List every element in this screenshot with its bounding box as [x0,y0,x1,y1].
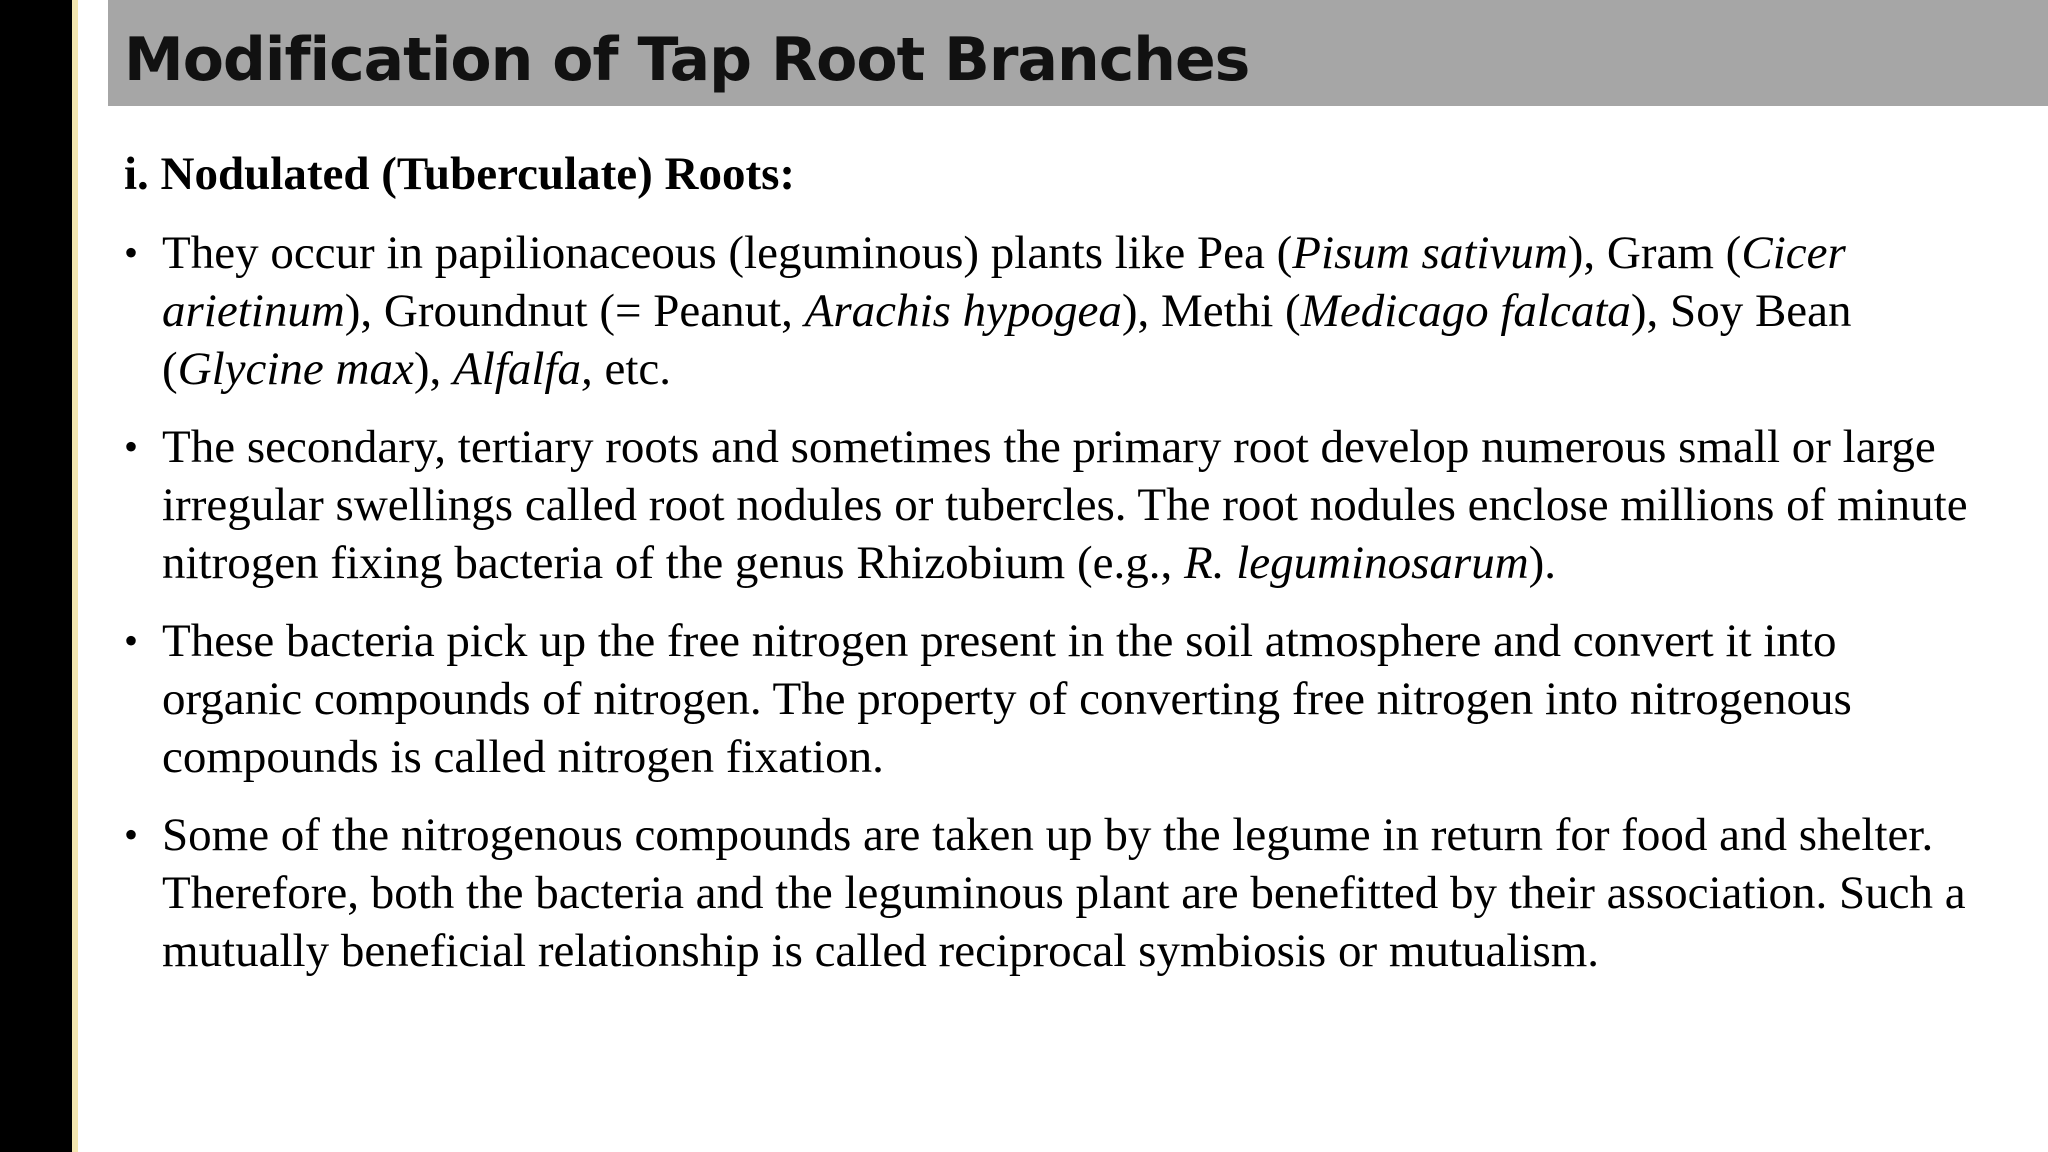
left-accent-stripe [72,0,78,1152]
bullet-item-nitrogen-fixation [124,612,1984,786]
bullet-item-symbiosis [124,806,1984,980]
text-run: ). [1528,537,1557,589]
species-name: Medicago falcata [1300,285,1631,337]
text-run: They occur in papilionaceous (leguminous) plants like Pea ( [162,227,1293,279]
species-name: Arachis hypogea [804,285,1122,337]
text-run: ), Methi ( [1121,285,1301,337]
text-run: ), Groundnut (= Peanut, [344,285,805,337]
text-run: etc. [592,343,671,395]
text-run: ), Gram ( [1567,227,1742,279]
left-decorative-bar [0,0,72,1152]
bullet-icon: • [124,812,139,857]
species-name: Cicer arietinum [162,227,1846,337]
bullet-icon: • [124,618,139,663]
species-name: Alfalfa, [453,343,593,395]
slide-content [124,140,1984,1000]
bullet-item-nodules [124,418,1984,592]
text-run: ), [413,343,454,395]
bullet-list [124,224,1984,980]
bullet-icon: • [124,230,139,275]
species-name: Glycine max [177,343,414,395]
species-name: Pisum sativum [1292,227,1568,279]
text-run: The secondary, tertiary roots and sometimes the primary root develop numerous small or large irregular swellings called root nodules or tubercles. The root nodules enclose millions of minute nitrogen fixing bacteria of the genus Rhizobium (e.g., [162,421,1968,589]
species-name: R. leguminosarum [1183,537,1529,589]
text-run: ), Soy Bean ( [162,285,1852,395]
slide-title: Modification of Tap Root Branches [124,25,1250,95]
section-heading: i. Nodulated (Tuberculate) Roots: [124,148,796,200]
bullet-icon: • [124,424,139,469]
bullet-item-occurrence [124,224,1984,398]
text-run: Some of the nitrogenous compounds are taken up by the legume in return for food and shelter. Therefore, both the bacteria and the leguminous plant are benefitted by their association. Such a mutually beneficial relationship is called reciprocal symbiosis or mutualism. [162,809,1966,977]
text-run: These bacteria pick up the free nitrogen present in the soil atmosphere and convert it into organic compounds of nitrogen. The property of converting free nitrogen into nitrogenous compounds is called nitrogen fixation. [162,615,1852,783]
